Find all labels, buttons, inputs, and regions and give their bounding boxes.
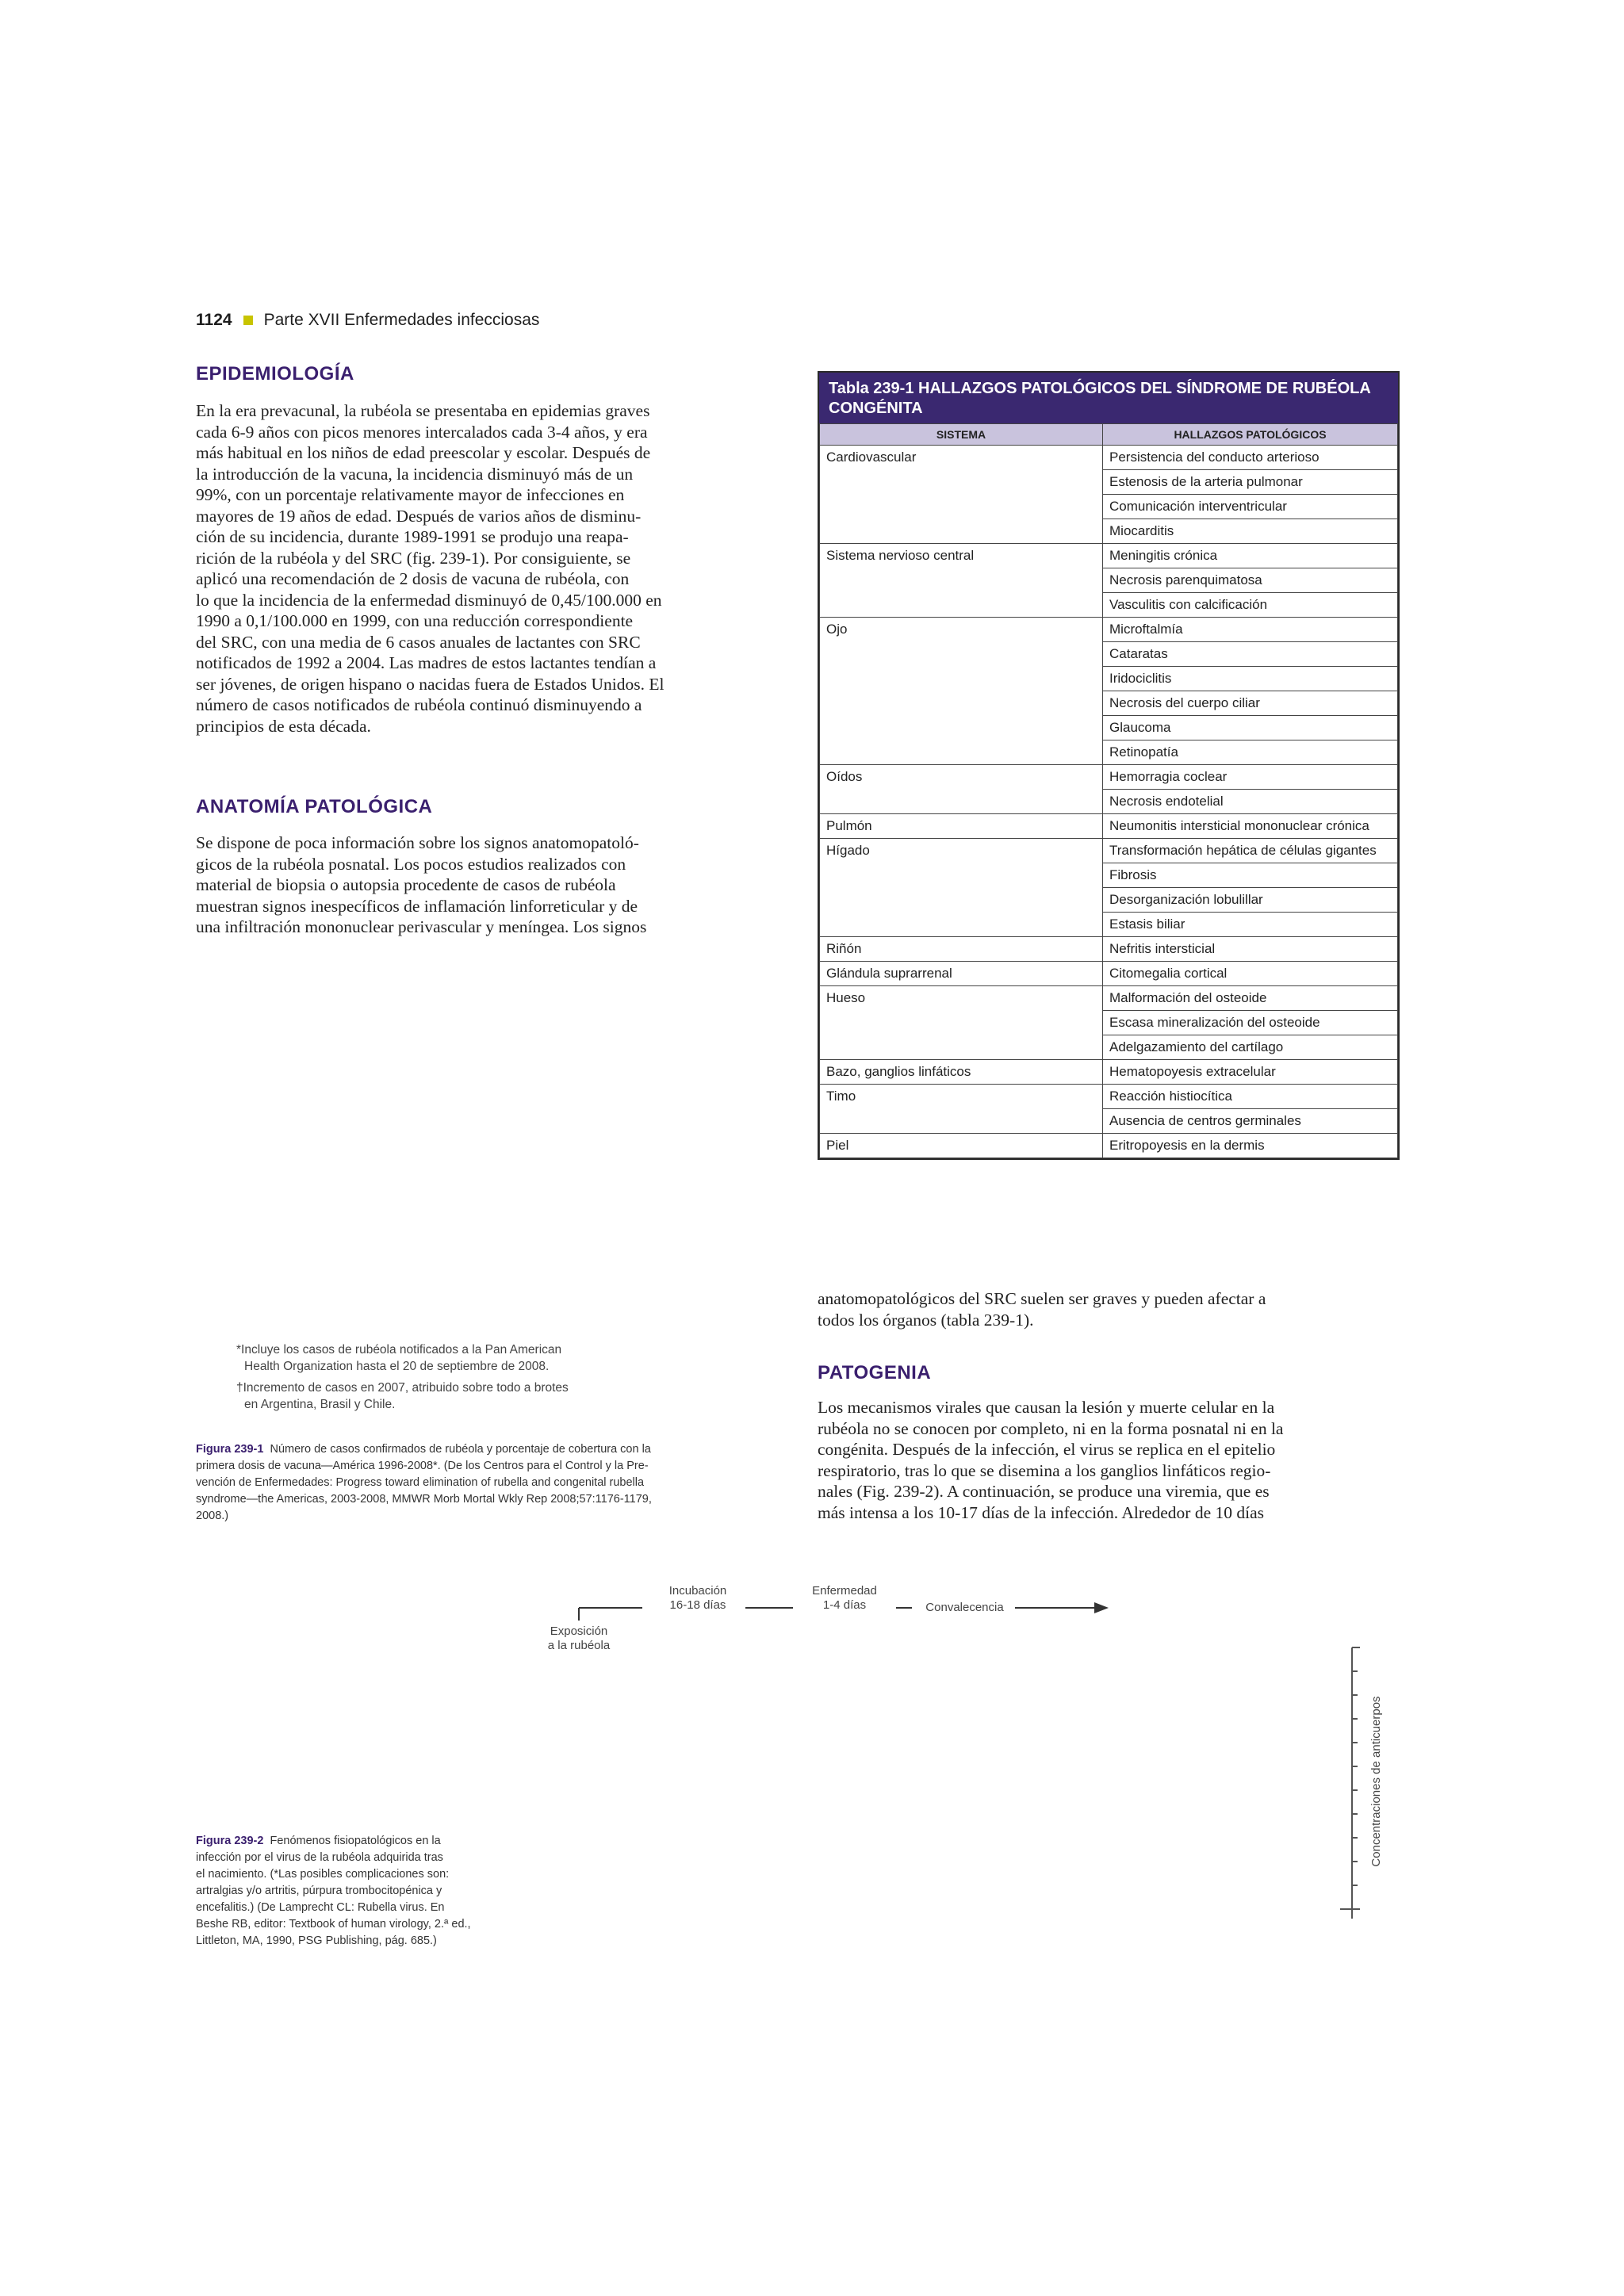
table-row: [820, 1134, 1398, 1158]
text-line: anatomopatológicos del SRC suelen ser graves y pueden afectar a: [818, 1289, 1266, 1308]
table-row: [820, 765, 1398, 790]
exposure-label: [531, 1624, 626, 1653]
cell-sistema: Cardiovascular: [820, 446, 1103, 544]
cell-hallazgo: Fibrosis: [1103, 863, 1398, 888]
table-row: [820, 618, 1398, 642]
table-row: [820, 962, 1398, 986]
caption-line: 2008.): [196, 1510, 229, 1522]
figure-2-caption: [196, 1833, 521, 1950]
cell-hallazgo: Iridociclitis: [1103, 667, 1398, 691]
table-239-1: [818, 371, 1400, 1160]
convalescence-label: Convalecencia: [925, 1601, 1004, 1614]
caption-line: infección por el virus de la rubéola adquirida tras: [196, 1851, 443, 1864]
cell-hallazgo: Microftalmía: [1103, 618, 1398, 642]
patogenia-text: [818, 1397, 1400, 1523]
text-line: del SRC, con una media de 6 casos anuales de lactantes con SRC: [196, 632, 641, 652]
figure-2-label: Figura 239-2: [196, 1835, 264, 1847]
epidemiologia-text: [196, 400, 779, 737]
text-line: una infiltración mononuclear perivascular y meníngea. Los signos: [196, 917, 647, 936]
cell-hallazgo: Miocarditis: [1103, 519, 1398, 544]
cell-hallazgo: Adelgazamiento del cartílago: [1103, 1035, 1398, 1060]
text-line: la introducción de la vacuna, la incidencia disminuyó más de un: [196, 464, 634, 484]
text-line: Se dispone de poca información sobre los signos anatomopatoló-: [196, 833, 639, 852]
text-line: material de biopsia o autopsia procedente de casos de rubéola: [196, 875, 616, 894]
table-row: [820, 839, 1398, 863]
exposure-title: Exposición: [550, 1624, 608, 1638]
cell-hallazgo: Reacción histiocítica: [1103, 1085, 1398, 1109]
table-row: [820, 814, 1398, 839]
cell-hallazgo: Meningitis crónica: [1103, 544, 1398, 568]
table-row: [820, 1060, 1398, 1085]
cell-hallazgo: Cataratas: [1103, 642, 1398, 667]
heading-anatomia: ANATOMÍA PATOLÓGICA: [196, 796, 433, 817]
cell-hallazgo: Estenosis de la arteria pulmonar: [1103, 470, 1398, 495]
cell-hallazgo: Nefritis intersticial: [1103, 937, 1398, 962]
cell-sistema: Hígado: [820, 839, 1103, 937]
cell-sistema: Hueso: [820, 986, 1103, 1060]
running-header: [196, 311, 539, 330]
table-row: [820, 986, 1398, 1011]
illness-title: Enfermedad: [812, 1584, 877, 1598]
exposure-subtitle: a la rubéola: [547, 1639, 611, 1652]
heading-epidemiologia: EPIDEMIOLOGÍA: [196, 363, 354, 385]
incubation-label: [650, 1584, 745, 1613]
footnote-line: Health Organization hasta el 20 de septiembre de 2008.: [244, 1360, 550, 1373]
illness-duration: 1-4 días: [822, 1598, 867, 1612]
findings-table: [819, 423, 1398, 1158]
figure-2-diagram: [523, 1578, 1427, 1942]
text-line: rición de la rubéola y del SRC (fig. 239-1). Por consiguiente, se: [196, 548, 631, 568]
caption-line: artralgias y/o artritis, púrpura trombocitopénica y: [196, 1885, 442, 1897]
page-number: 1124: [196, 311, 232, 329]
caption-line: encefalitis.) (De Lamprecht CL: Rubella virus. En: [196, 1901, 445, 1914]
cell-hallazgo: Vasculitis con calcificación: [1103, 593, 1398, 618]
caption-line: Beshe RB, editor: Textbook of human virology, 2.ª ed.,: [196, 1918, 471, 1931]
figure-1-label: Figura 239-1: [196, 1443, 264, 1456]
cell-sistema: Timo: [820, 1085, 1103, 1134]
cell-sistema: Sistema nervioso central: [820, 544, 1103, 618]
continuation-text: [818, 1288, 1400, 1330]
cell-hallazgo: Malformación del osteoide: [1103, 986, 1398, 1011]
col-header-hallazgos: HALLAZGOS PATOLÓGICOS: [1103, 424, 1398, 446]
caption-line: Fenómenos fisiopatológicos en la: [270, 1835, 441, 1847]
text-line: muestran signos inespecíficos de inflamación linforreticular y de: [196, 896, 638, 916]
cell-hallazgo: Neumonitis intersticial mononuclear crónica: [1103, 814, 1398, 839]
cell-hallazgo: Comunicación interventricular: [1103, 495, 1398, 519]
text-line: nales (Fig. 239-2). A continuación, se produce una viremia, que es: [818, 1482, 1270, 1501]
antibody-axis: [1340, 1647, 1360, 1919]
footnote-line: *Incluye los casos de rubéola notificados a la Pan American: [236, 1343, 562, 1357]
cell-hallazgo: Hemorragia coclear: [1103, 765, 1398, 790]
text-line: número de casos notificados de rubéola continuó disminuyendo a: [196, 695, 642, 714]
text-line: notificados de 1992 a 2004. Las madres de estos lactantes tendían a: [196, 653, 657, 672]
text-line: 99%, con un porcentaje relativamente mayor de infecciones en: [196, 485, 625, 504]
heading-patogenia: PATOGENIA: [818, 1362, 932, 1383]
footnote-line: en Argentina, Brasil y Chile.: [244, 1398, 396, 1411]
text-line: más intensa a los 10-17 días de la infección. Alrededor de 10 días: [818, 1502, 1265, 1522]
table-row: [820, 544, 1398, 568]
cell-hallazgo: Necrosis parenquimatosa: [1103, 568, 1398, 593]
table-row: [820, 937, 1398, 962]
y-axis-label: Concentraciones de anticuerpos: [1369, 1696, 1383, 1867]
cell-hallazgo: Necrosis endotelial: [1103, 790, 1398, 814]
cell-hallazgo: Estasis biliar: [1103, 913, 1398, 937]
cell-hallazgo: Hematopoyesis extracelular: [1103, 1060, 1398, 1085]
text-line: ser jóvenes, de origen hispano o nacidas fuera de Estados Unidos. El: [196, 674, 665, 694]
caption-line: syndrome—the Americas, 2003-2008, MMWR Morb Mortal Wkly Rep 2008;57:1176-1179,: [196, 1493, 652, 1506]
text-line: En la era prevacunal, la rubéola se presentaba en epidemias graves: [196, 401, 650, 420]
cell-sistema: Glándula suprarrenal: [820, 962, 1103, 986]
footnote-line: †Incremento de casos en 2007, atribuido sobre todo a brotes: [236, 1381, 569, 1395]
text-line: congénita. Después de la infección, el virus se replica en el epitelio: [818, 1440, 1276, 1459]
arrow-head-icon: [1094, 1602, 1109, 1613]
text-line: gicos de la rubéola posnatal. Los pocos estudios realizados con: [196, 854, 626, 874]
text-line: 1990 a 0,1/100.000 en 1999, con una reducción correspondiente: [196, 611, 634, 630]
cell-sistema: Ojo: [820, 618, 1103, 765]
caption-line: el nacimiento. (*Las posibles complicaciones son:: [196, 1868, 450, 1881]
cell-sistema: Oídos: [820, 765, 1103, 814]
text-line: todos los órganos (tabla 239-1).: [818, 1310, 1034, 1330]
text-line: respiratorio, tras lo que se disemina a los ganglios linfáticos regio-: [818, 1460, 1271, 1480]
incubation-duration: 16-18 días: [669, 1598, 726, 1612]
cell-hallazgo: Persistencia del conducto arterioso: [1103, 446, 1398, 470]
caption-line: primera dosis de vacuna—América 1996-2008*. (De los Centros para el Control y la Pre-: [196, 1460, 649, 1472]
timeline-svg: [523, 1578, 1427, 1942]
text-line: más habitual en los niños de edad preescolar y escolar. Después de: [196, 443, 651, 462]
cell-hallazgo: Glaucoma: [1103, 716, 1398, 740]
incubation-title: Incubación: [668, 1584, 727, 1598]
caption-line: Littleton, MA, 1990, PSG Publishing, pág. 685.): [196, 1934, 437, 1947]
header-square-icon: [243, 316, 253, 325]
table-row: [820, 1085, 1398, 1109]
cell-hallazgo: Desorganización lobulillar: [1103, 888, 1398, 913]
cell-sistema: Riñón: [820, 937, 1103, 962]
figure-1-caption: [196, 1441, 779, 1525]
text-line: rubéola no se conocen por completo, ni en la forma posnatal ni en la: [818, 1418, 1284, 1438]
cell-hallazgo: Retinopatía: [1103, 740, 1398, 765]
text-line: aplicó una recomendación de 2 dosis de vacuna de rubéola, con: [196, 569, 630, 588]
table-title: Tabla 239-1 HALLAZGOS PATOLÓGICOS DEL SÍNDROME DE RUBÉOLA CONGÉNITA: [819, 373, 1398, 423]
table-body: [820, 446, 1398, 1158]
text-line: ción de su incidencia, durante 1989-1991 se produjo una reapa-: [196, 527, 629, 546]
cell-hallazgo: Ausencia de centros germinales: [1103, 1109, 1398, 1134]
figure-1-footnotes: [236, 1341, 696, 1413]
cell-hallazgo: Necrosis del cuerpo ciliar: [1103, 691, 1398, 716]
caption-line: vención de Enfermedades: Progress toward elimination of rubella and congenital rubella: [196, 1476, 645, 1489]
illness-label: [797, 1584, 892, 1613]
caption-line: Número de casos confirmados de rubéola y porcentaje de cobertura con la: [270, 1443, 651, 1456]
text-line: Los mecanismos virales que causan la lesión y muerte celular en la: [818, 1398, 1275, 1417]
cell-hallazgo: Eritropoyesis en la dermis: [1103, 1134, 1398, 1158]
anatomia-text: [196, 832, 779, 938]
cell-sistema: Pulmón: [820, 814, 1103, 839]
col-header-sistema: SISTEMA: [820, 424, 1103, 446]
table-row: [820, 446, 1398, 470]
cell-hallazgo: Citomegalia cortical: [1103, 962, 1398, 986]
text-line: principios de esta década.: [196, 716, 371, 736]
text-line: cada 6-9 años con picos menores intercalados cada 3-4 años, y era: [196, 422, 648, 442]
cell-sistema: Bazo, ganglios linfáticos: [820, 1060, 1103, 1085]
cell-hallazgo: Escasa mineralización del osteoide: [1103, 1011, 1398, 1035]
text-line: mayores de 19 años de edad. Después de varios años de disminu-: [196, 506, 642, 526]
running-header-section: Parte XVII Enfermedades infecciosas: [263, 311, 540, 329]
cell-hallazgo: Transformación hepática de células gigantes: [1103, 839, 1398, 863]
text-line: lo que la incidencia de la enfermedad disminuyó de 0,45/100.000 en: [196, 590, 662, 610]
cell-sistema: Piel: [820, 1134, 1103, 1158]
